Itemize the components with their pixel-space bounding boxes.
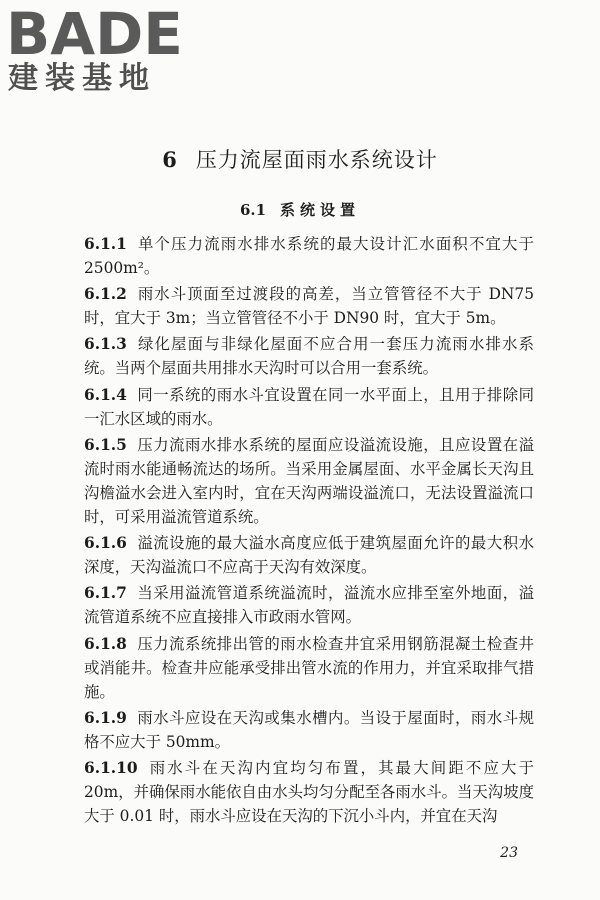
- chapter-title-text: 压力流屋面雨水系统设计: [195, 148, 438, 172]
- clause-number: 6.1.5: [84, 435, 127, 454]
- clause-text: 压力流系统排出管的雨水检查井宜采用钢筋混凝土检查井或消能井。检查井应能承受排出管水流的作用力，并宜采取排气措施。: [84, 634, 534, 701]
- clause-text: 单个压力流雨水排水系统的最大设计汇水面积不宜大于 2500m²。: [84, 235, 534, 278]
- clause-text: 雨水斗顶面至过渡段的高差，当立管管径不大于 DN75 时，宜大于 3m；当立管管径不小于 DN90 时，宜大于 5m。: [84, 285, 534, 328]
- clause: [84, 383, 534, 431]
- clause-text: 绿化屋面与非绿化屋面不应合用一套压力流雨水排水系统。当两个屋面共用排水天沟时可以合用一套系统。: [84, 335, 534, 378]
- clause-text: 雨水斗在天沟内宜均匀布置，其最大间距不应大于 20m，并确保雨水能依自由水头均匀分配至各雨水斗。当天沟坡度大于 0.01 时，雨水斗应设在天沟的下沉小斗内，并宜在天沟: [84, 758, 534, 826]
- clause: [84, 282, 534, 330]
- clause: [84, 433, 534, 529]
- clause: [84, 232, 534, 280]
- clause-number: 6.1.7: [84, 584, 127, 603]
- clause-number: 6.1.6: [84, 534, 127, 553]
- section-heading: [0, 200, 600, 220]
- clause-number: 6.1.3: [84, 335, 127, 354]
- chapter-number: 6: [162, 147, 178, 172]
- clause: [84, 332, 534, 380]
- clause-text: 雨水斗应设在天沟或集水槽内。当设于屋面时，雨水斗规格不应大于 50mm。: [84, 708, 534, 751]
- clause-number: 6.1.4: [84, 385, 127, 404]
- clause-list: [84, 232, 534, 828]
- clause-number: 6.1.1: [84, 235, 127, 253]
- clause: [84, 632, 534, 704]
- clause-text: 当采用溢流管道系统溢流时，溢流水应排至室外地面，溢流管道系统不应直接排入市政雨水管网。: [84, 584, 534, 627]
- clause: [84, 706, 534, 754]
- clause-text: 压力流雨水排水系统的屋面应设溢流设施，且应设置在溢流时雨水能通畅流达的场所。当采用金属屋面、水平金属长天沟且沟檐溢水会进入室内时，宜在天沟两端设溢流口，无法设置溢流口时，可采用溢流管道系统。: [84, 435, 534, 527]
- clause: [84, 581, 534, 629]
- clause-number: 6.1.2: [84, 285, 127, 304]
- section-number: 6.1: [239, 201, 267, 219]
- clause: [84, 531, 534, 579]
- page-number: 23: [500, 845, 518, 861]
- logo-subtitle: 建装基地: [8, 61, 156, 96]
- section-title-text: 系统设置: [280, 201, 361, 219]
- chapter-heading: [0, 146, 600, 174]
- clause-text: 同一系统的雨水斗宜设置在同一水平面上，且用于排除同一汇水区域的雨水。: [84, 385, 534, 428]
- clause: [84, 756, 534, 828]
- logo-wordmark: BADE: [6, 0, 183, 68]
- clause-number: 6.1.8: [84, 634, 127, 653]
- brand-logo: [6, 0, 186, 96]
- clause-number: 6.1.10: [84, 758, 138, 777]
- clause-text: 溢流设施的最大溢水高度应低于建筑屋面允许的最大积水深度，天沟溢流口不应高于天沟有效深度。: [84, 534, 534, 577]
- clause-number: 6.1.9: [84, 708, 127, 727]
